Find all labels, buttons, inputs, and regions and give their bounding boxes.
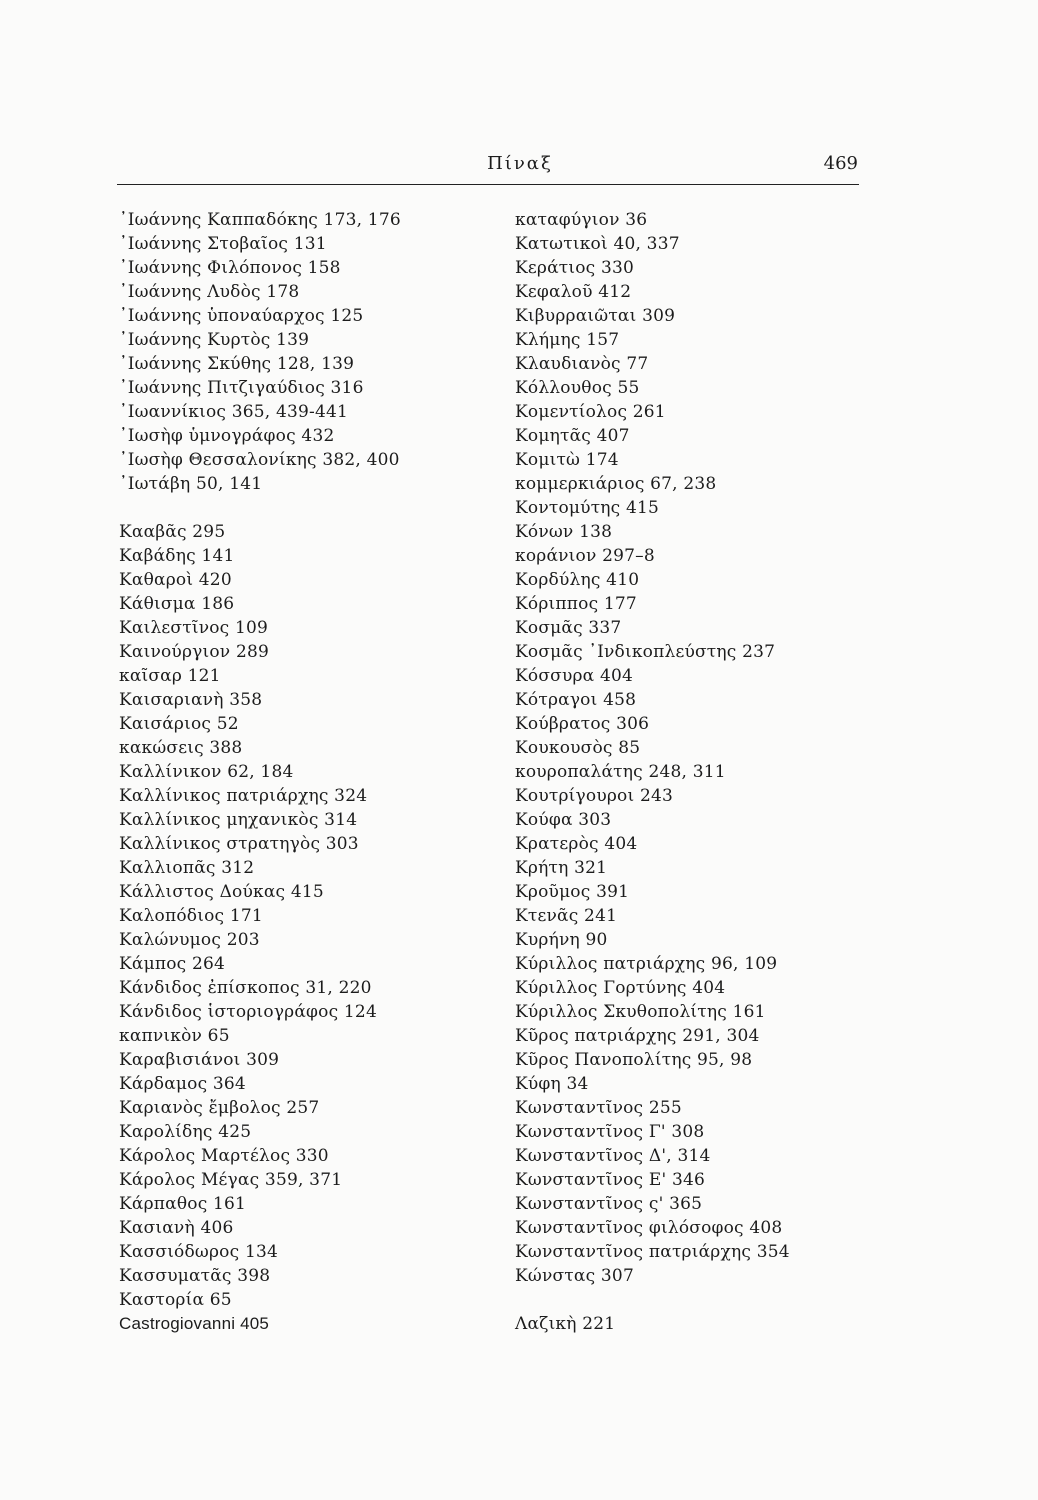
index-entry: Κααβᾶς 295: [119, 522, 226, 542]
index-entry: Κομιτὼ 174: [515, 450, 619, 470]
index-entry: Κούβρατος 306: [515, 714, 650, 734]
index-entry: ᾿Ιωάννης Στοβαῖος 131: [119, 234, 327, 254]
page-header-title: Πίναξ: [487, 153, 553, 174]
index-entry: Καριανὸς ἔμβολος 257: [119, 1098, 320, 1118]
index-entry: καταφύγιον 36: [515, 210, 648, 230]
index-entry: Κωνσταντῖνος Γ' 308: [515, 1122, 705, 1142]
index-entry: κακώσεις 388: [119, 738, 243, 758]
index-entry: Καλοπόδιος 171: [119, 906, 263, 926]
index-entry: Κάμπος 264: [119, 954, 226, 974]
index-entry: καῖσαρ 121: [119, 666, 221, 686]
index-entry: ᾿Ιωσὴφ ὑμνογράφος 432: [119, 426, 335, 446]
index-entry: Καστορία 65: [119, 1290, 232, 1310]
index-entry: Κασσιόδωρος 134: [119, 1242, 278, 1262]
index-entry: ᾿Ιωάννης Λυδὸς 178: [119, 282, 300, 302]
index-entry: Κάρδαμος 364: [119, 1074, 246, 1094]
index-entry: Κορδύλης 410: [515, 570, 640, 590]
index-entry: ᾿Ιωάννης Πιτζιγαύδιος 316: [119, 378, 364, 398]
index-entry: Καλώνυμος 203: [119, 930, 260, 950]
index-entry: Κωνσταντῖνος 255: [515, 1098, 682, 1118]
index-entry: Κωνσταντῖνος Δ', 314: [515, 1146, 711, 1166]
index-entry: Κασσυματᾶς 398: [119, 1266, 271, 1286]
index-entry: Καθαροὶ 420: [119, 570, 232, 590]
index-entry: Κύριλλος Γορτύνης 404: [515, 978, 726, 998]
index-entry: Καραβισιάνοι 309: [119, 1050, 280, 1070]
index-entry: Κύριλλος πατριάρχης 96, 109: [515, 954, 778, 974]
index-entry: Κεφαλοῦ 412: [515, 282, 632, 302]
index-entry: Κόνων 138: [515, 522, 613, 542]
index-entry: Κτενᾶς 241: [515, 906, 618, 926]
index-column-left: [119, 208, 499, 1336]
index-entry: κοράνιον 297–8: [515, 546, 655, 566]
index-entry: Καινούργιον 289: [119, 642, 269, 662]
index-entry: Κοσμᾶς 337: [515, 618, 622, 638]
index-entry: Καιλεστῖνος 109: [119, 618, 269, 638]
index-entry: ᾿Ιωαννίκιος 365, 439-441: [119, 402, 349, 422]
index-entry: Κασιανὴ 406: [119, 1218, 234, 1238]
index-entry: Κροῦμος 391: [515, 882, 630, 902]
index-entry: Λαζικὴ 221: [515, 1314, 616, 1334]
index-entry: Κότραγοι 458: [515, 690, 637, 710]
index-entry: καπνικὸν 65: [119, 1026, 230, 1046]
index-entry: ᾿Ιωτάβη 50, 141: [119, 474, 263, 494]
index-entry: Κάνδιδος ἐπίσκοπος 31, 220: [119, 978, 372, 998]
index-entry: Καλλίνικος μηχανικὸς 314: [119, 810, 358, 830]
index-entry: Καβάδης 141: [119, 546, 235, 566]
index-entry: Κωνσταντῖνος φιλόσοφος 408: [515, 1218, 783, 1238]
section-gap: [119, 496, 499, 520]
index-entry: Κάθισμα 186: [119, 594, 235, 614]
page-number: 469: [823, 153, 858, 174]
index-entry: Καισαριανὴ 358: [119, 690, 263, 710]
index-entry: Κομητᾶς 407: [515, 426, 630, 446]
index-entry: Κουκουσὸς 85: [515, 738, 641, 758]
index-entry: Κρατερὸς 404: [515, 834, 638, 854]
section-gap: [515, 1288, 855, 1312]
index-entry: Κοσμᾶς ᾿Ινδικοπλεύστης 237: [515, 642, 776, 662]
index-entry: Κοντομύτης 415: [515, 498, 660, 518]
index-entry: κουροπαλάτης 248, 311: [515, 762, 726, 782]
index-column-right: [515, 208, 855, 1336]
index-entry: Κωνσταντῖνος Ε' 346: [515, 1170, 706, 1190]
index-entry: Κῦρος πατριάρχης 291, 304: [515, 1026, 760, 1046]
index-entry: Κατωτικοὶ 40, 337: [515, 234, 680, 254]
index-entry: Καλλιοπᾶς 312: [119, 858, 255, 878]
index-entry-latin: Castrogiovanni 405: [119, 1314, 270, 1333]
index-entry: Κάνδιδος ἱστοριογράφος 124: [119, 1002, 377, 1022]
index-entry: ᾿Ιωάννης Κυρτὸς 139: [119, 330, 310, 350]
index-entry: Κουτρίγουροι 243: [515, 786, 674, 806]
index-entry: Κιβυρραιῶται 309: [515, 306, 676, 326]
index-entry: Κάρπαθος 161: [119, 1194, 247, 1214]
index-entry: Κλήμης 157: [515, 330, 620, 350]
header-rule: [117, 184, 859, 185]
index-entry: Κομεντίολος 261: [515, 402, 666, 422]
index-entry: Κύφη 34: [515, 1074, 589, 1094]
index-entry: κομμερκιάριος 67, 238: [515, 474, 717, 494]
index-entry: Κάλλιστος Δούκας 415: [119, 882, 324, 902]
index-entry: Καλλίνικος στρατηγὸς 303: [119, 834, 359, 854]
index-entry: Κώνστας 307: [515, 1266, 634, 1286]
index-entry: Κωνσταντῖνος ς' 365: [515, 1194, 703, 1214]
index-entry: Κάρολος Μέγας 359, 371: [119, 1170, 343, 1190]
index-entry: Κάρολος Μαρτέλος 330: [119, 1146, 329, 1166]
index-entry: Κόσσυρα 404: [515, 666, 634, 686]
index-entry: Κρήτη 321: [515, 858, 608, 878]
index-entry: ᾿Ιωάννης Καππαδόκης 173, 176: [119, 210, 401, 230]
index-entry: ᾿Ιωάννης Σκύθης 128, 139: [119, 354, 355, 374]
index-entry: Κεράτιος 330: [515, 258, 635, 278]
index-entry: ᾿Ιωάννης Φιλόπονος 158: [119, 258, 341, 278]
index-entry: ᾿Ιωσὴφ Θεσσαλονίκης 382, 400: [119, 450, 400, 470]
index-entry: Κούφα 303: [515, 810, 612, 830]
index-entry: Καλλίνικον 62, 184: [119, 762, 294, 782]
index-entry: Καρολίδης 425: [119, 1122, 252, 1142]
index-entry: Καισάριος 52: [119, 714, 239, 734]
index-entry: Καλλίνικος πατριάρχης 324: [119, 786, 368, 806]
index-entry: Κῦρος Πανοπολίτης 95, 98: [515, 1050, 753, 1070]
index-entry: Κωνσταντῖνος πατριάρχης 354: [515, 1242, 790, 1262]
index-entry: Κυρήνη 90: [515, 930, 608, 950]
index-entry: Κόλλουθος 55: [515, 378, 640, 398]
index-entry: ᾿Ιωάννης ὑποναύαρχος 125: [119, 306, 364, 326]
index-entry: Κόριππος 177: [515, 594, 637, 614]
index-entry: Κλαυδιανὸς 77: [515, 354, 649, 374]
index-entry: Κύριλλος Σκυθοπολίτης 161: [515, 1002, 766, 1022]
